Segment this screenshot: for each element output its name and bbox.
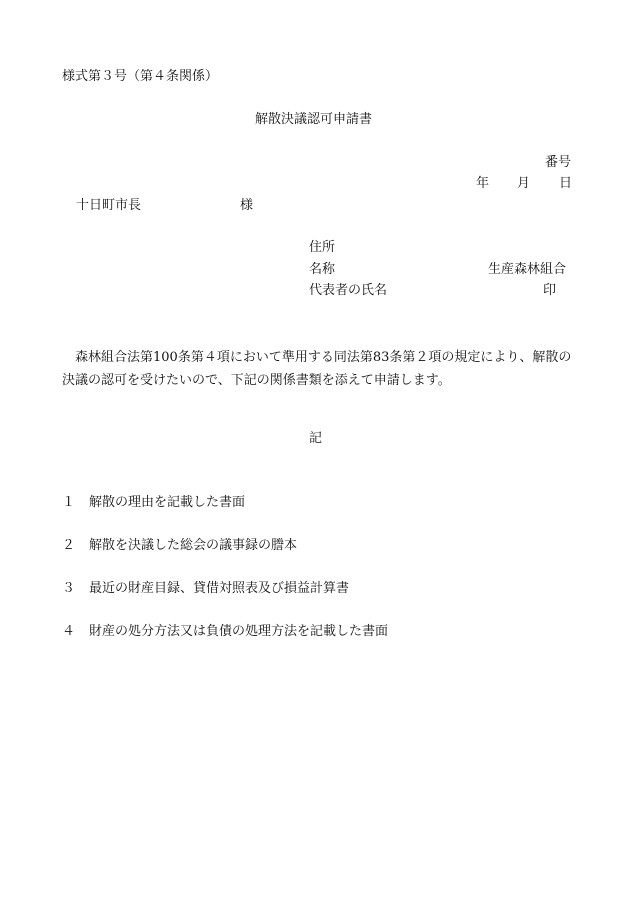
list-item-text: 財産の処分方法又は負債の処理方法を記載した書面	[89, 624, 389, 639]
list-item-text: 最近の財産目録、貸借対照表及び損益計算書	[89, 581, 350, 596]
addressee-name: 十日町市長	[76, 198, 142, 213]
form-number: 様式第３号（第４条関係）	[62, 69, 219, 84]
list-item-number: １	[62, 495, 76, 510]
body-paragraph: 森林組合法第100条第４項において準用する同法第83条第２項の規定により、解散の決議の認可を受けたいので、下記の関係書類を添えて申請します。	[62, 350, 572, 388]
date-day-label: 日	[559, 176, 573, 191]
list-item-number: ２	[62, 538, 76, 553]
seal-mark: 印	[543, 283, 557, 298]
addressee-honorific: 様	[240, 198, 254, 213]
org-name-value: 生産森林組合	[488, 262, 567, 277]
date-month-label: 月	[517, 176, 531, 191]
address-label: 住所	[309, 240, 336, 255]
number-label: 番号	[545, 155, 572, 170]
org-name-label: 名称	[309, 262, 336, 277]
representative-label: 代表者の氏名	[309, 283, 388, 298]
list-item-number: ４	[62, 624, 76, 639]
list-item-text: 解散の理由を記載した書面	[89, 495, 246, 510]
list-item-number: ３	[62, 581, 76, 596]
document-title: 解散決議認可申請書	[255, 112, 373, 127]
ki-heading: 記	[309, 431, 323, 446]
list-item-text: 解散を決議した総会の議事録の謄本	[89, 538, 298, 553]
date-year-label: 年	[476, 176, 490, 191]
